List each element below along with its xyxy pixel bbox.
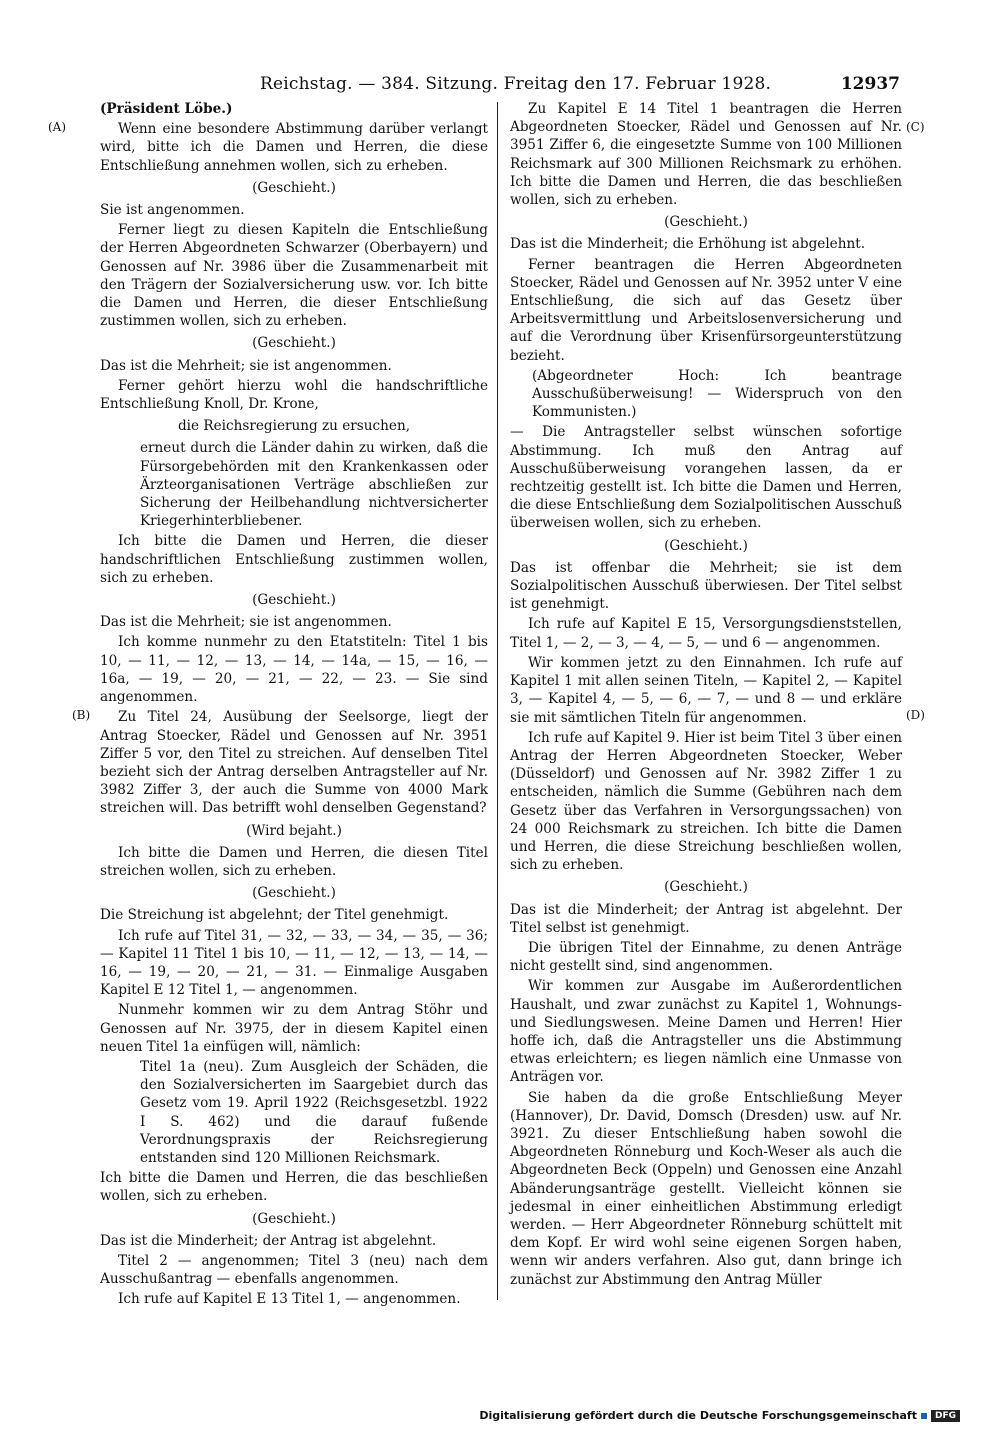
paragraph: Wir kommen jetzt zu den Einnahmen. Ich rufe auf Kapitel 1 mit allen seinen Titeln, — Kapitel 2, — Kapitel 3, — Kapitel 4, — 5, — 6, — 7, — und 8 — und erkläre sie mit sämtlichen Titeln für angenommen. bbox=[510, 654, 902, 726]
paragraph: — Die Antragsteller selbst wünschen sofortige Abstimmung. Ich muß den Antrag auf Ausschußüberweisung vorangehen lassen, da er rechtzeitig gestellt ist. Ich bitte die Damen und Herren, die diese Entschließung dem Sozialpolitischen Ausschuß überweisen wollen, sich zu erheben. bbox=[510, 424, 902, 532]
paragraph: Das ist die Mehrheit; sie ist angenommen. bbox=[100, 357, 392, 374]
paragraph: Ich rufe auf Titel 31, — 32, — 33, — 34, — 35, — 36; — Kapitel 11 Titel 1 bis 10, — 11, — 12, — 13, — 14, — 16, — 19, — 20, — 21, — 31. — Einmalige Ausgaben Kapitel E 12 Titel 1, — angenommen. bbox=[100, 927, 488, 999]
paragraph: (Geschieht.) bbox=[664, 537, 748, 554]
paragraph: Titel 1a (neu). Zum Ausgleich der Schäden, die den Sozialversicherten im Saargebiet durch das Gesetz vom 19. April 1922 (Reichsgesetzbl. 1922 I S. 462) und die darauf fußende Verordnungspraxis der Reichsregierung entstanden sind 120 Millionen Reichsmark. bbox=[140, 1058, 488, 1166]
paragraph: die Reichsregierung zu ersuchen, bbox=[177, 418, 411, 435]
paragraph: Zu Kapitel E 14 Titel 1 beantragen die Herren Abgeordneten Stoecker, Rädel und Genossen auf Nr. 3951 Ziffer 6, die eingesetzte Summe von 100 Millionen Reichsmark auf 300 Millionen Reichsmark zu erhöhen. Ich bitte die Damen und Herren, die das beschließen wollen, sich zu erheben. bbox=[510, 101, 902, 209]
paragraph: Ich bitte die Damen und Herren, die dieser handschriftlichen Entschließung zustimmen wollen, sich zu erheben. bbox=[100, 533, 488, 586]
paragraph: Das ist offenbar die Mehrheit; sie ist dem Sozialpolitischen Ausschuß überwiesen. Der Titel selbst ist genehmigt. bbox=[510, 559, 902, 613]
paragraph: Ich rufe auf Kapitel 9. Hier ist beim Titel 3 über einen Antrag der Herren Abgeordneten Stoecker, Weber (Düsseldorf) und Genossen auf Nr. 3982 Ziffer 1 zu entscheiden, nämlich die Summe (Gebühren nach dem Gesetz über das Verfahren in Versorgungssachen) von 24 000 Reichsmark zu streichen. Ich bitte die Damen und Herren, die diese Streichung beschließen wollen, sich zu erheben. bbox=[510, 729, 902, 874]
paragraph: Ich bitte die Damen und Herren, die diesen Titel streichen wollen, sich zu erheben. bbox=[100, 844, 488, 879]
right-column bbox=[510, 100, 902, 1291]
page-number: 12937 bbox=[840, 74, 900, 94]
paragraph: Ich komme nunmehr zu den Etatstiteln: Titel 1 bis 10, — 11, — 12, — 13, — 14, — 14a, — 15, — 16, — 16a, — 19, — 20, — 21, — 22, — 23. — Sie sind angenommen. bbox=[100, 634, 488, 706]
paragraph: Das ist die Mehrheit; sie ist angenommen. bbox=[100, 614, 392, 631]
paragraph: (Geschieht.) bbox=[664, 214, 748, 231]
paragraph: Das ist die Minderheit; der Antrag ist abgelehnt. bbox=[100, 1232, 437, 1249]
paragraph: Ich rufe auf Kapitel E 13 Titel 1, — angenommen. bbox=[118, 1291, 461, 1308]
paragraph: Titel 2 — angenommen; Titel 3 (neu) nach dem Ausschußantrag — ebenfalls angenommen. bbox=[100, 1252, 488, 1288]
paragraph: Ferner gehört hierzu wohl die handschriftliche Entschließung Knoll, Dr. Krone, bbox=[100, 377, 488, 413]
dfg-logo: DFG bbox=[931, 1410, 960, 1422]
paragraph: Sie haben da die große Entschließung Meyer (Hannover), Dr. David, Domsch (Dresden) usw. auf Nr. 3921. Zu dieser Entschließung haben sowohl die Abgeordneten Rönneburg und Koch-Weser als auch die Abgeordneten Beck (Oppeln) und Genossen eine Anzahl Abänderungsanträge gestellt. Vielleicht können sie jedesmal in einer einheitlichen Abstimmung erledigt werden. — Herr Abgeordneter Rönneburg schüttelt mit dem Kopf. Er wird wohl seine eigenen Sorgen haben, wenn wir anders verfahren. Also gut, dann bringe ich zunächst zur Abstimmung den Antrag Müller bbox=[510, 1089, 902, 1288]
header-title: Reichstag. — 384. Sitzung. Freitag den 17. Februar 1928. bbox=[260, 74, 772, 94]
footer-credit bbox=[479, 1409, 960, 1422]
paragraph: Nunmehr kommen wir zu dem Antrag Stöhr und Genossen auf Nr. 3975, der in diesem Kapitel einen neuen Titel 1a einfügen will, nämlich: bbox=[100, 1002, 488, 1055]
paragraph: Ferner beantragen die Herren Abgeordneten Stoecker, Rädel und Genossen auf Nr. 3952 unter V eine Entschließung, die sich auf das Gesetz über Arbeitsvermittlung und Arbeitslosenversicherung und auf die Verordnung über Krisenfürsorgeunterstützung bezieht. bbox=[510, 256, 902, 364]
paragraph: Ich rufe auf Kapitel E 15, Versorgungsdienststellen, Titel 1, — 2, — 3, — 4, — 5, — und 6 — angenommen. bbox=[510, 616, 902, 651]
paragraph: (Abgeordneter Hoch: Ich beantrage Ausschußüberweisung! — Widerspruch von den Kommunisten.) bbox=[532, 367, 902, 421]
paragraph: Ich bitte die Damen und Herren, die das beschließen wollen, sich zu erheben. bbox=[100, 1170, 488, 1205]
paragraph: (Wird bejaht.) bbox=[246, 822, 342, 839]
paragraph: Sie ist angenommen. bbox=[100, 202, 245, 219]
paragraph: Zu Titel 24, Ausübung der Seelsorge, liegt der Antrag Stoecker, Rädel und Genossen auf Nr. 3951 Ziffer 5 vor, den Titel zu streichen. Auf denselben Titel bezieht sich der Antrag derselben Antragsteller auf Nr. 3982 Ziffer 3, der auch die Summe von 4000 Mark streichen will. Das betrifft wohl denselben Gegenstand? bbox=[100, 709, 488, 817]
margin-marker-d: (D) bbox=[906, 708, 925, 722]
paragraph: (Geschieht.) bbox=[664, 879, 748, 896]
paragraph: Die übrigen Titel der Einnahme, zu denen Anträge nicht gestellt sind, sind angenommen. bbox=[510, 939, 902, 975]
page-header bbox=[100, 74, 900, 100]
paragraph: Das ist die Minderheit; der Antrag ist abgelehnt. Der Titel selbst ist genehmigt. bbox=[510, 901, 902, 936]
paragraph: erneut durch die Länder dahin zu wirken, daß die Fürsorgebehörden mit den Krankenkassen oder Ärzteorganisationen Verträge abschließen zur Sicherung der Heilbehandlung nichtversicherter Kriegerhinterbliebener. bbox=[140, 440, 488, 530]
footer-text: Digitalisierung gefördert durch die Deutsche Forschungsgemeinschaft bbox=[479, 1409, 917, 1422]
paragraph: Wir kommen zur Ausgabe im Außerordentlichen Haushalt, und zwar zunächst zu Kapitel 1, Wohnungs- und Siedlungswesen. Meine Damen und Herren! Hier hoffe ich, daß die Antragsteller uns die Abstimmung etwas erleichtern; es liegen nämlich eine Unmasse von Anträgen vor. bbox=[510, 978, 902, 1086]
paragraph: Das ist die Minderheit; die Erhöhung ist abgelehnt. bbox=[510, 236, 866, 253]
paragraph: Wenn eine besondere Abstimmung darüber verlangt wird, bitte ich die Damen und Herren, die diese Entschließung annehmen wollen, sich zu erheben. bbox=[100, 121, 488, 174]
margin-marker-a: (A) bbox=[48, 120, 67, 134]
margin-marker-b: (B) bbox=[72, 708, 91, 722]
paragraph: (Geschieht.) bbox=[252, 885, 336, 902]
margin-marker-c: (C) bbox=[906, 120, 925, 134]
paragraph: (Geschieht.) bbox=[252, 179, 336, 196]
column-divider bbox=[497, 102, 498, 1300]
paragraph: Ferner liegt zu diesen Kapiteln die Entschließung der Herren Abgeordneten Schwarzer (Oberbayern) und Genossen auf Nr. 3986 über die Zusammenarbeit mit den Trägern der Sozialversicherung usw. vor. Ich bitte die Damen und Herren, die dieser Entschließung zustimmen wollen, sich zu erheben. bbox=[100, 222, 488, 330]
left-column bbox=[100, 100, 488, 1311]
paragraph: (Geschieht.) bbox=[252, 335, 336, 352]
paragraph: Die Streichung ist abgelehnt; der Titel genehmigt. bbox=[100, 907, 449, 924]
paragraph: (Geschieht.) bbox=[252, 592, 336, 609]
dfg-dot-icon bbox=[921, 1413, 927, 1419]
paragraph: (Präsident Löbe.) bbox=[100, 101, 233, 117]
paragraph: (Geschieht.) bbox=[252, 1210, 336, 1227]
